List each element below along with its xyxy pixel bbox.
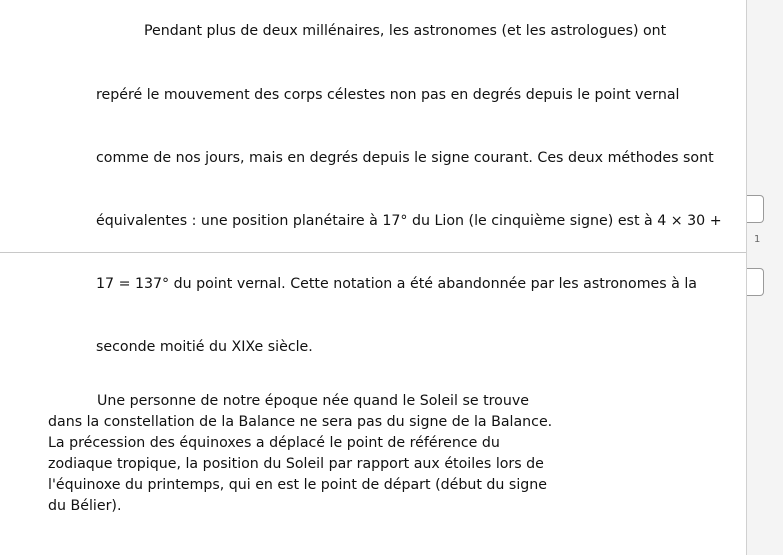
paragraph-line: Une personne de notre époque née quand le Soleil se trouve: [97, 393, 529, 409]
page-navigator-panel[interactable]: [746, 0, 783, 555]
paragraph-line: équivalentes : une position planétaire à 17° du Lion (le cinquième signe) est à 4 × 30 +: [96, 213, 722, 229]
paragraph-line: l'équinoxe du printemps, qui en est le point de départ (début du signe: [48, 477, 547, 493]
paragraph-line: du Bélier).: [48, 498, 122, 514]
paragraph-line: dans la constellation de la Balance ne sera pas du signe de la Balance.: [48, 414, 553, 430]
paragraph-line: comme de nos jours, mais en degrés depuis le signe courant. Ces deux méthodes sont: [96, 150, 714, 166]
page-start-marker[interactable]: [747, 268, 764, 296]
paragraph-line: Pendant plus de deux millénaires, les astronomes (et les astrologues) ont: [144, 23, 667, 39]
page-break-divider: [0, 252, 746, 253]
paragraph-single-spaced: [48, 391, 553, 517]
paragraph-line: zodiaque tropique, la position du Soleil par rapport aux étoiles lors de: [48, 456, 544, 472]
paragraph-line: seconde moitié du XIXe siècle.: [96, 339, 313, 355]
page-end-marker[interactable]: [747, 195, 764, 223]
paragraph-line: 17 = 137° du point vernal. Cette notation a été abandonnée par les astronomes à la: [96, 276, 697, 292]
paragraph-line: La précession des équinoxes a déplacé le point de référence du: [48, 435, 500, 451]
paragraph-line: repéré le mouvement des corps célestes non pas en degrés depuis le point vernal: [96, 87, 680, 103]
page-number-label: 1: [754, 234, 761, 245]
